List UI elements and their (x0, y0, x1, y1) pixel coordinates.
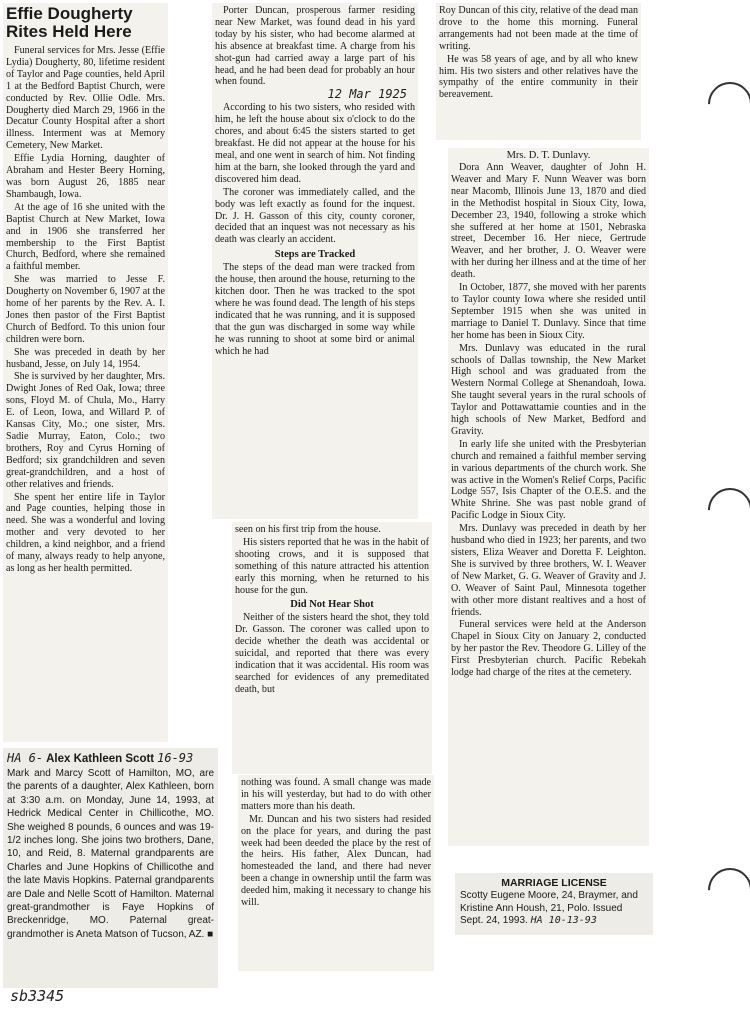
dunlavy-paragraph: Mrs. Dunlavy was educated in the rural schools of Dallas township, the New Market High school and was graduated from the Western Normal College at Shenandoah, Iowa. She taught several years in the rural schools of Taylor and Pottawattamie counties and in the high schools of New Market, Bedford and Gravity. (451, 342, 646, 437)
duncan-subhead-shot: Did Not Hear Shot (290, 599, 374, 611)
effie-paragraph: She spent her entire life in Taylor and Page counties, helping those in need. She was a wonderful and loving mother and very devoted to her children, a kind neighbor, and a friend of many, always ready to help anyone, as long as her health permitted. (6, 491, 165, 574)
effie-title-line2: Rites Held Here (6, 22, 132, 41)
effie-dougherty-clipping (3, 3, 168, 742)
dunlavy-clipping (448, 148, 649, 846)
duncan-handwritten-date: 12 Mar 1925 (327, 87, 407, 102)
alex-body: Mark and Marcy Scott of Hamilton, MO, are the parents of a daughter, Alex Kathleen, born at 3:30 a.m. on Monday, June 14, 1993, at Hedrick Medical Center in Chillicothe, MO. She weighed 8 pounds, 6 ounces and was 19-1/2 inches long. She joins two brothers, Dane, 10, and Reid, 8. Maternal grandparents are Charles and June Hopkins of Chillicothe and the late Mavis Hopkins. Paternal grandparents are Dale and Nelle Scott of Hamilton. Maternal great-grandmother is Faye Hopkins of Breckenridge, MO. Paternal great-grandmother is Aneta Matson of Tucson, AZ. ■ (7, 768, 214, 940)
dunlavy-paragraph: Funeral services were held at the Anderson Chapel in Sioux City on January 2, conducted by her pastor the Rev. Theodore G. Lilley of the First Presbyterian church. Pacific Rebekah lodge had charge of the rites at the cemetery. (451, 619, 646, 679)
duncan-clipping-continued (436, 3, 641, 140)
duncan-paragraph: Mr. Duncan and his two sisters had resided on the place for years, and during the past week had been deeded the place by the rest of the heirs. His father, Alex Duncan, had homesteaded the land, and there had never been a change in ownership until the farm was deeded him, making it necessary to change his will. (241, 813, 431, 909)
duncan-paragraph: nothing was found. A small change was made in his will yesterday, but had to do with other matters more than his death. (241, 777, 431, 812)
binder-hole-mark (699, 479, 750, 541)
duncan-paragraph: The steps of the dead man were tracked from the house, then around the house, returning to the kitchen door. Then he was tracked to the spot where he was found dead. The length of his steps indicated that he was running, and it is supposed that the gun was discharged in some way while he was running to shoot at some bird or animal which he had (215, 262, 415, 357)
marriage-title: MARRIAGE LICENSE (501, 877, 607, 889)
duncan-paragraph: His sisters reported that he was in the habit of shooting crows, and it is supposed that something of this nature attracted his attention early this morning, when he returned to his house for the gun. (235, 536, 429, 596)
effie-paragraph: At the age of 16 she united with the Baptist Church at New Market, Iowa and in 1906 she transferred her membership to the First Baptist Church, Bedford, where she remained a faithful member. (6, 201, 165, 273)
alex-title-row (7, 751, 214, 766)
effie-paragraph: She was preceded in death by her husband, Jesse, on July 14, 1954. (6, 346, 165, 370)
marriage-body (460, 890, 648, 928)
marriage-handwritten-note: HA 10-13-93 (530, 915, 597, 926)
effie-paragraph: She is survived by her daughter, Mrs. Dwight Jones of Red Oak, Iowa; three sons, Floyd M. of Chula, Mo., Harry E. of Leon, Iowa, and Willard P. of Kansas City, Mo.; one sister, Mrs. Sadie Murray, Eaton, Colo.; two brothers, Roy and Cyrus Horning of Bedford; six grandchildren and seven great-grandchildren, and a host of other relatives and friends. (6, 371, 165, 490)
dunlavy-paragraph: Dora Ann Weaver, daughter of John H. Weaver and Mary F. Nunn Weaver was born near Macomb, Illinois June 13, 1870 and died in the Methodist hospital in Sioux City, Iowa, December 23, 1940, following a stroke which she suffered at her home at 1501, Nebraska street, December 16. Her niece, Gertrude Weaver, and her brother, J. O. Weaver were with her during her illness and at the time of her death. (451, 162, 646, 281)
alex-handwritten-suffix: 16-93 (157, 751, 194, 765)
dunlavy-paragraph: In early life she united with the Presbyterian church and remained a faithful member serving in various departments of the church work. She was active in the Women's Relief Corps, Pacific Lodge 557, Isis Chapter of the O.E.S. and the White Shrine. She was past noble grand of Pacific Lodge in Sioux City. (451, 438, 646, 522)
duncan-paragraph: He was 58 years of age, and by all who knew him. His two sisters and other relatives have the sympathy of the entire community in their bereavement. (439, 53, 638, 101)
marriage-body-text: Scotty Eugene Moore, 24, Braymer, and Kristine Ann Housh, 21, Polo. Issued Sept. 24, 1993. (460, 890, 638, 926)
binder-hole-mark (699, 73, 750, 135)
dunlavy-paragraph: In October, 1877, she moved with her parents to Taylor county Iowa where she resided until September 1915 when she was united in marriage to Daniel T. Dunlavy. Since that time her home has been in Sioux City. (451, 282, 646, 341)
duncan-paragraph: According to his two sisters, who resided with him, he left the house about six o'clock to do the chores, and about 6:45 the sisters started to get breakfast. He did not appear at the house for his meal, and one went in search of him. Not finding him at the barn, she looked through the yard and discovered him dead. (215, 102, 415, 185)
dunlavy-title: Mrs. D. T. Dunlavy. (506, 150, 591, 161)
effie-paragraph: Funeral services for Mrs. Jesse (Effie Lydia) Dougherty, 80, lifetime resident of Taylor and Page counties, held April 1 at the Bedford Baptist Church, were conducted by Rev. Ollie Odle. Mrs. Dougherty died March 29, 1966 in the Decatur County Hospital after a short illness. Interment was at Memory Cemetery, New Market. (6, 45, 165, 152)
duncan-paragraph: Neither of the sisters heard the shot, they told Dr. Gasson. The coroner was called upon to decide whether the death was accidental or suicidal, and reported that there was every indication that it was accidental. His room was searched for evidences of any premeditated death, but (235, 612, 429, 695)
duncan-clipping-bottom (238, 775, 434, 971)
duncan-paragraph: Porter Duncan, prosperous farmer residing near New Market, was found dead in his yard today by his sister, who had become alarmed at his absence at breakfast time. A charge from his shot-gun had carried away a large part of his head, and he had been dead for probably an hour when found. (215, 5, 415, 88)
duncan-clipping-top (212, 3, 418, 519)
marriage-license-clipping (455, 873, 653, 935)
binder-hole-mark (699, 859, 750, 921)
effie-title-line1: Effie Dougherty (6, 4, 133, 23)
alex-title: Alex Kathleen Scott (46, 753, 155, 765)
duncan-paragraph: Roy Duncan of this city, relative of the dead man drove to the home this morning. Funeral arrangements had not been made at the time of writing. (439, 5, 638, 52)
alex-handwritten-prefix: HA 6- (7, 751, 44, 765)
effie-paragraph: She was married to Jesse F. Dougherty on November 6, 1907 at the home of her parents by the Rev. A. I. Jones then pastor of the First Baptist Church of Bedford. To this union four children were born. (6, 274, 165, 345)
footer-handwritten-note: sb3345 (10, 987, 65, 1005)
effie-paragraph: Effie Lydia Horning, daughter of Abraham and Hester Beery Horning, was born August 26, 1885 near Shambaugh, Iowa. (6, 153, 165, 200)
duncan-subhead-steps: Steps are Tracked (274, 249, 356, 261)
dunlavy-paragraph: Mrs. Dunlavy was preceded in death by her husband who died in 1923; her parents, and two sisters, Eliza Weaver and Doretta F. Leighton. She is survived by three brothers, W. I. Weaver of New Market, G. G. Weaver of Gravity and J. O. Weaver of Saint Paul, Minnesota together with other more distant realtives and a host of friends. (451, 523, 646, 618)
duncan-clipping-middle (232, 522, 432, 774)
alex-scott-clipping (3, 748, 218, 988)
duncan-paragraph: seen on his first trip from the house. (235, 524, 381, 535)
duncan-paragraph: The coroner was immediately called, and the body was left exactly as found for the inquest. Dr. J. H. Gasson of this city, county coroner, decided that an inquest was not necessary as his death was clearly an accident. (215, 186, 415, 246)
